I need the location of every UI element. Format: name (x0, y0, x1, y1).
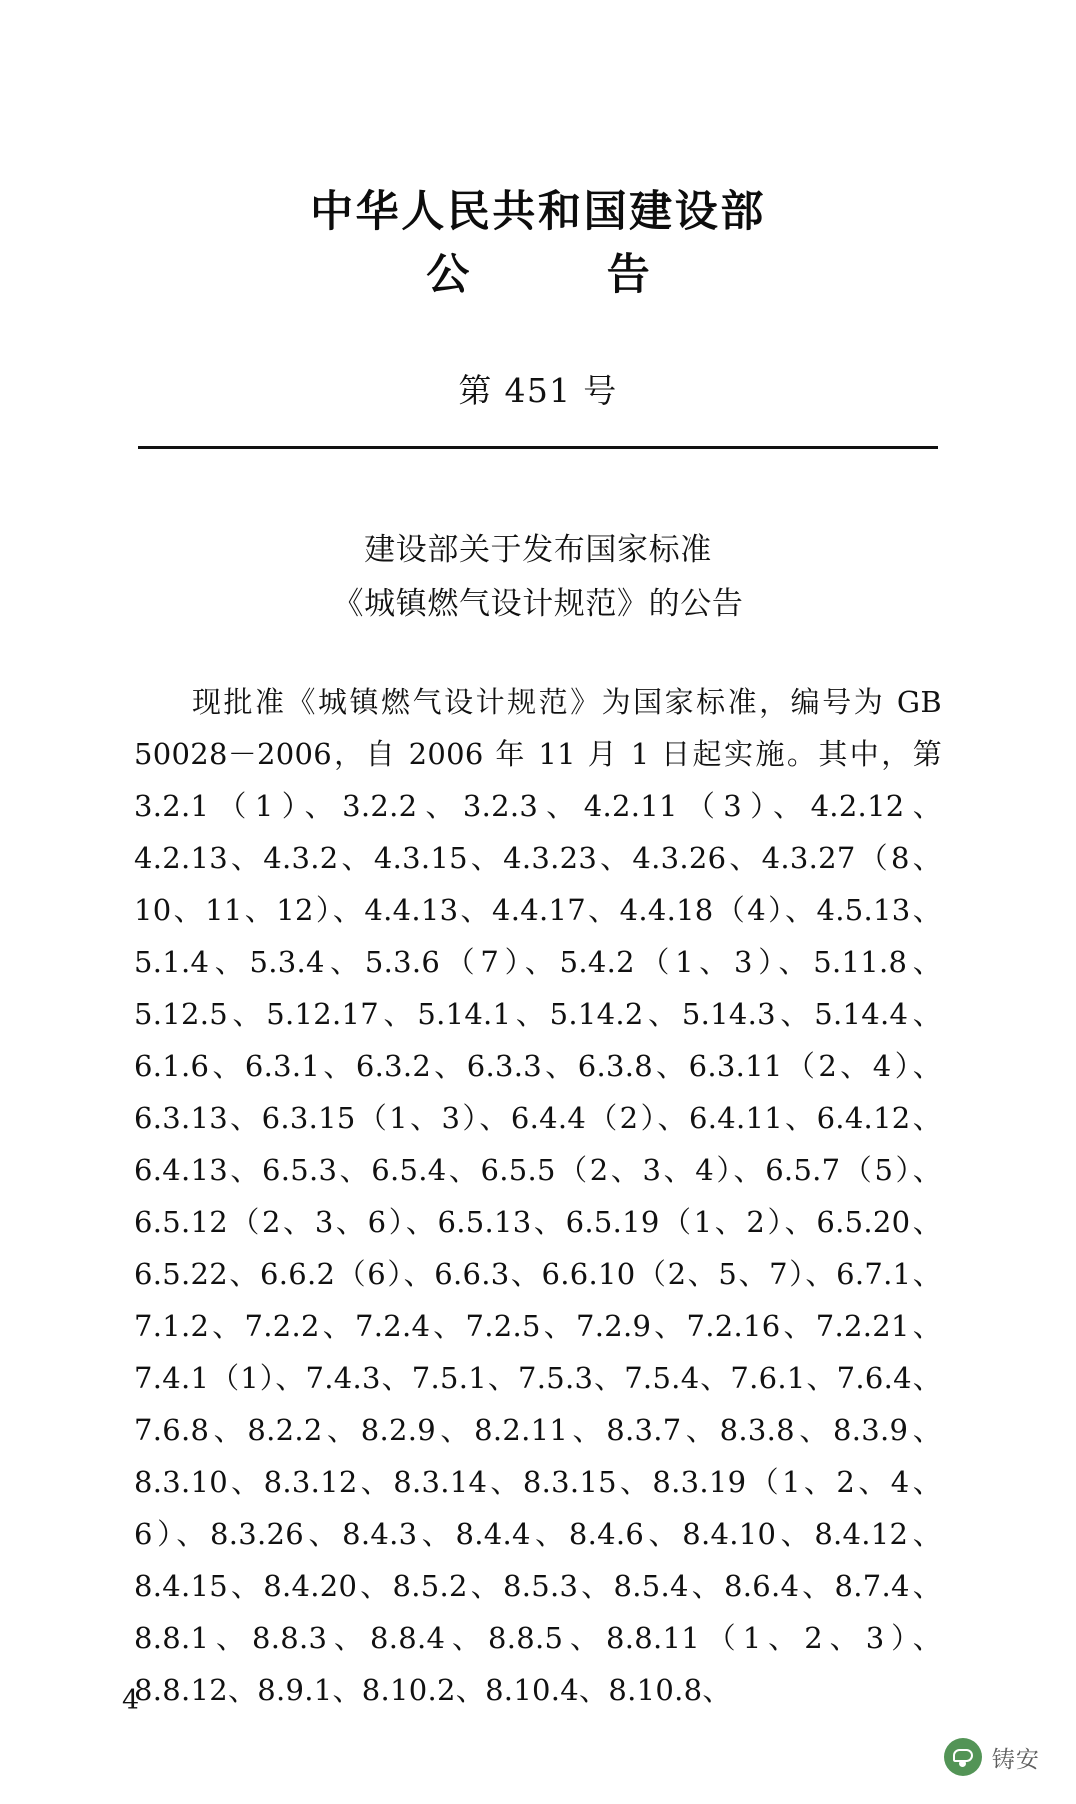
wechat-logo-icon (944, 1738, 982, 1776)
watermark-label: 铸安 (991, 1746, 1040, 1773)
masthead (0, 185, 1076, 303)
document-title (0, 523, 1076, 632)
watermark (944, 1738, 1040, 1776)
announcement-paragraph: 现批准《城镇燃气设计规范》为国家标准，编号为 GB 50028－2006，自 2006 年 11 月 1 日起实施。其中，第 3.2.1（1）、3.2.2、3.2.3、4.2.11（3）、4.2.12、4.2.13、4.3.2、4.3.15、4.3.23、4.3.26、4.3.27（8、10、11、12）、4.4.13、4.4.17、4.4.18（4）、4.5.13、5.1.4、5.3.4、5.3.6（7）、5.4.2（1、3）、5.11.8、5.12.5、5.12.17、5.14.1、5.14.2、5.14.3、5.14.4、6.1.6、6.3.1、6.3.2、6.3.3、6.3.8、6.3.11（2、4）、6.3.13、6.3.15（1、3）、6.4.4（2）、6.4.11、6.4.12、6.4.13、6.5.3、6.5.4、6.5.5（2、3、4）、6.5.7（5）、6.5.12（2、3、6）、6.5.13、6.5.19（1、2）、6.5.20、6.5.22、6.6.2（6）、6.6.3、6.6.10（2、5、7）、6.7.1、7.1.2、7.2.2、7.2.4、7.2.5、7.2.9、7.2.16、7.2.21、7.4.1（1）、7.4.3、7.5.1、7.5.3、7.5.4、7.6.1、7.6.4、7.6.8、8.2.2、8.2.9、8.2.11、8.3.7、8.3.8、8.3.9、8.3.10、8.3.12、8.3.14、8.3.15、8.3.19（1、2、4、6）、8.3.26、8.4.3、8.4.4、8.4.6、8.4.10、8.4.12、8.4.15、8.4.20、8.5.2、8.5.3、8.5.4、8.6.4、8.7.4、8.8.1、8.8.3、8.8.4、8.8.5、8.8.11（1、2、3）、8.8.12、8.9.1、8.10.2、8.10.4、8.10.8、 (134, 684, 942, 1707)
document-title-line-2: 《城镇燃气设计规范》的公告 (332, 586, 744, 623)
issue-number: 第 451 号 (458, 371, 618, 411)
document-title-line-1: 建设部关于发布国家标准 (364, 532, 712, 569)
page-number: 4 (122, 1685, 140, 1716)
document-page (0, 185, 1076, 1804)
masthead-line-2: 公 告 (426, 250, 698, 301)
masthead-line-1: 中华人民共和国建设部 (310, 187, 766, 237)
body-text (134, 676, 942, 1716)
horizontal-rule (138, 446, 938, 449)
